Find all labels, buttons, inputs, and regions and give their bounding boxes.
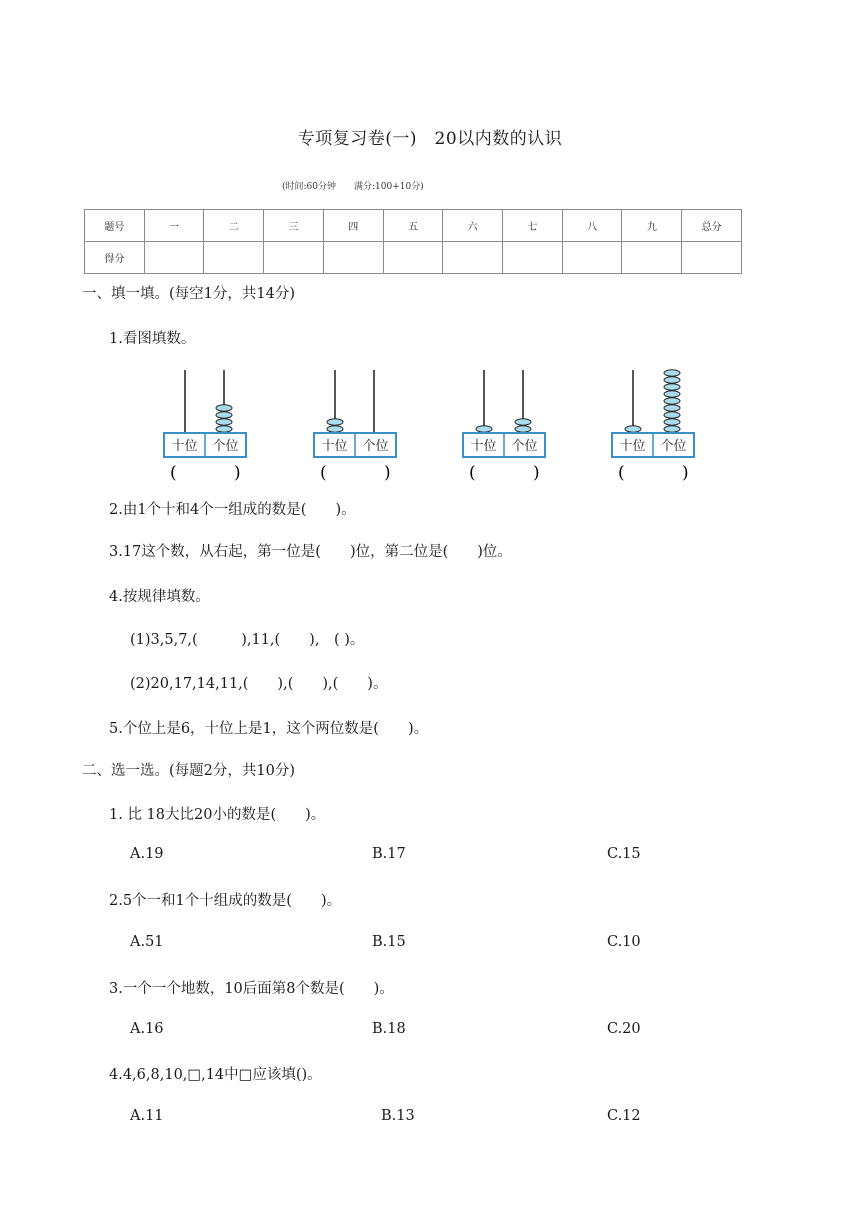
- abacus-bead: [664, 377, 680, 383]
- score-table: [84, 209, 742, 274]
- abacus-bead: [216, 426, 232, 432]
- abacus-bead: [664, 384, 680, 390]
- answer-paren-open: (: [170, 463, 177, 483]
- abacus-bead: [664, 419, 680, 425]
- option-c[interactable]: C.12: [607, 1108, 641, 1124]
- answer-paren-open: (: [320, 463, 327, 483]
- answer-paren-close: ): [384, 463, 391, 483]
- answer-paren-open: (: [618, 463, 625, 483]
- question-3: 3.17这个数，从右起，第一位是( )位，第二位是( )位。: [109, 544, 512, 560]
- section2-heading: 二、选一选。(每题2分，共10分): [82, 763, 295, 779]
- header-col: 六: [443, 210, 503, 242]
- question-4: 4.按规律填数。: [109, 589, 210, 605]
- abacus-bead: [327, 419, 343, 425]
- score-table-score-row: [85, 242, 742, 274]
- abacus-bead: [664, 398, 680, 404]
- header-col: 五: [383, 210, 443, 242]
- answer-paren-open: (: [469, 463, 476, 483]
- option-a[interactable]: A.11: [130, 1108, 164, 1124]
- header-col: 总分: [682, 210, 742, 242]
- tens-label: 十位: [470, 439, 497, 454]
- abacus-bead: [327, 426, 343, 432]
- abacus-figures: [0, 360, 860, 485]
- abacus-bead: [515, 419, 531, 425]
- score-cell[interactable]: [264, 242, 324, 274]
- section1-heading: 一、填一填。(每空1分，共14分): [82, 286, 295, 302]
- row-label: 得分: [85, 242, 145, 274]
- option-b[interactable]: B.15: [372, 934, 406, 950]
- option-b[interactable]: B.17: [372, 846, 406, 862]
- tens-label: 十位: [171, 439, 198, 454]
- score-cell[interactable]: [503, 242, 563, 274]
- header-col: 四: [323, 210, 383, 242]
- header-col: 一: [144, 210, 204, 242]
- question-5: 5.个位上是6，十位上是1，这个两位数是( )。: [109, 721, 429, 737]
- option-c[interactable]: C.10: [607, 934, 641, 950]
- abacus-bead: [216, 412, 232, 418]
- choice-question-1: 1. 比 18大比20小的数是( )。: [109, 807, 326, 823]
- score-cell[interactable]: [383, 242, 443, 274]
- tens-label: 十位: [321, 439, 348, 454]
- question-4-1: (1)3,5,7,( ),11,( ), ( )。: [130, 632, 365, 648]
- option-a[interactable]: A.51: [130, 934, 164, 950]
- score-cell[interactable]: [682, 242, 742, 274]
- option-b[interactable]: B.18: [372, 1021, 406, 1037]
- choice-question-2: 2.5个一和1个十组成的数是( )。: [109, 893, 342, 909]
- option-c[interactable]: C.20: [607, 1021, 641, 1037]
- ones-label: 个位: [511, 439, 538, 454]
- score-cell[interactable]: [443, 242, 503, 274]
- score-table-header-row: [85, 210, 742, 242]
- exam-info: (时间:60分钟 满分:100+10分): [282, 182, 424, 192]
- header-col: 二: [204, 210, 264, 242]
- abacus-bead: [664, 370, 680, 376]
- question-2: 2.由1个十和4个一组成的数是( )。: [109, 502, 356, 518]
- abacus-bead: [664, 391, 680, 397]
- abacus-bead: [664, 405, 680, 411]
- answer-paren-close: ): [682, 463, 689, 483]
- abacus-bead: [664, 426, 680, 432]
- ones-label: 个位: [660, 439, 687, 454]
- header-label: 题号: [85, 210, 145, 242]
- abacus-bead: [625, 426, 641, 432]
- score-cell[interactable]: [323, 242, 383, 274]
- option-c[interactable]: C.15: [607, 846, 641, 862]
- ones-label: 个位: [212, 439, 239, 454]
- question-4-2: (2)20,17,14,11,( ),( ),( )。: [130, 676, 388, 692]
- page-title: 专项复习卷(一) 20以内数的认识: [297, 129, 563, 149]
- question-1: 1.看图填数。: [109, 331, 196, 347]
- header-col: 八: [562, 210, 622, 242]
- tens-label: 十位: [619, 439, 646, 454]
- score-cell[interactable]: [562, 242, 622, 274]
- answer-paren-close: ): [533, 463, 540, 483]
- abacus-bead: [216, 405, 232, 411]
- score-cell[interactable]: [622, 242, 682, 274]
- abacus-bead: [216, 419, 232, 425]
- header-col: 七: [503, 210, 563, 242]
- ones-label: 个位: [362, 439, 389, 454]
- score-cell[interactable]: [204, 242, 264, 274]
- option-a[interactable]: A.16: [130, 1021, 164, 1037]
- header-col: 九: [622, 210, 682, 242]
- abacus-bead: [476, 426, 492, 432]
- abacus-bead: [515, 426, 531, 432]
- choice-question-4: 4.4,6,8,10,□,14中□应该填()。: [109, 1067, 322, 1083]
- abacus-bead: [664, 412, 680, 418]
- score-cell[interactable]: [144, 242, 204, 274]
- option-a[interactable]: A.19: [130, 846, 164, 862]
- header-col: 三: [264, 210, 324, 242]
- option-b[interactable]: B.13: [381, 1108, 415, 1124]
- answer-paren-close: ): [234, 463, 241, 483]
- choice-question-3: 3.一个一个地数，10后面第8个数是( )。: [109, 981, 394, 997]
